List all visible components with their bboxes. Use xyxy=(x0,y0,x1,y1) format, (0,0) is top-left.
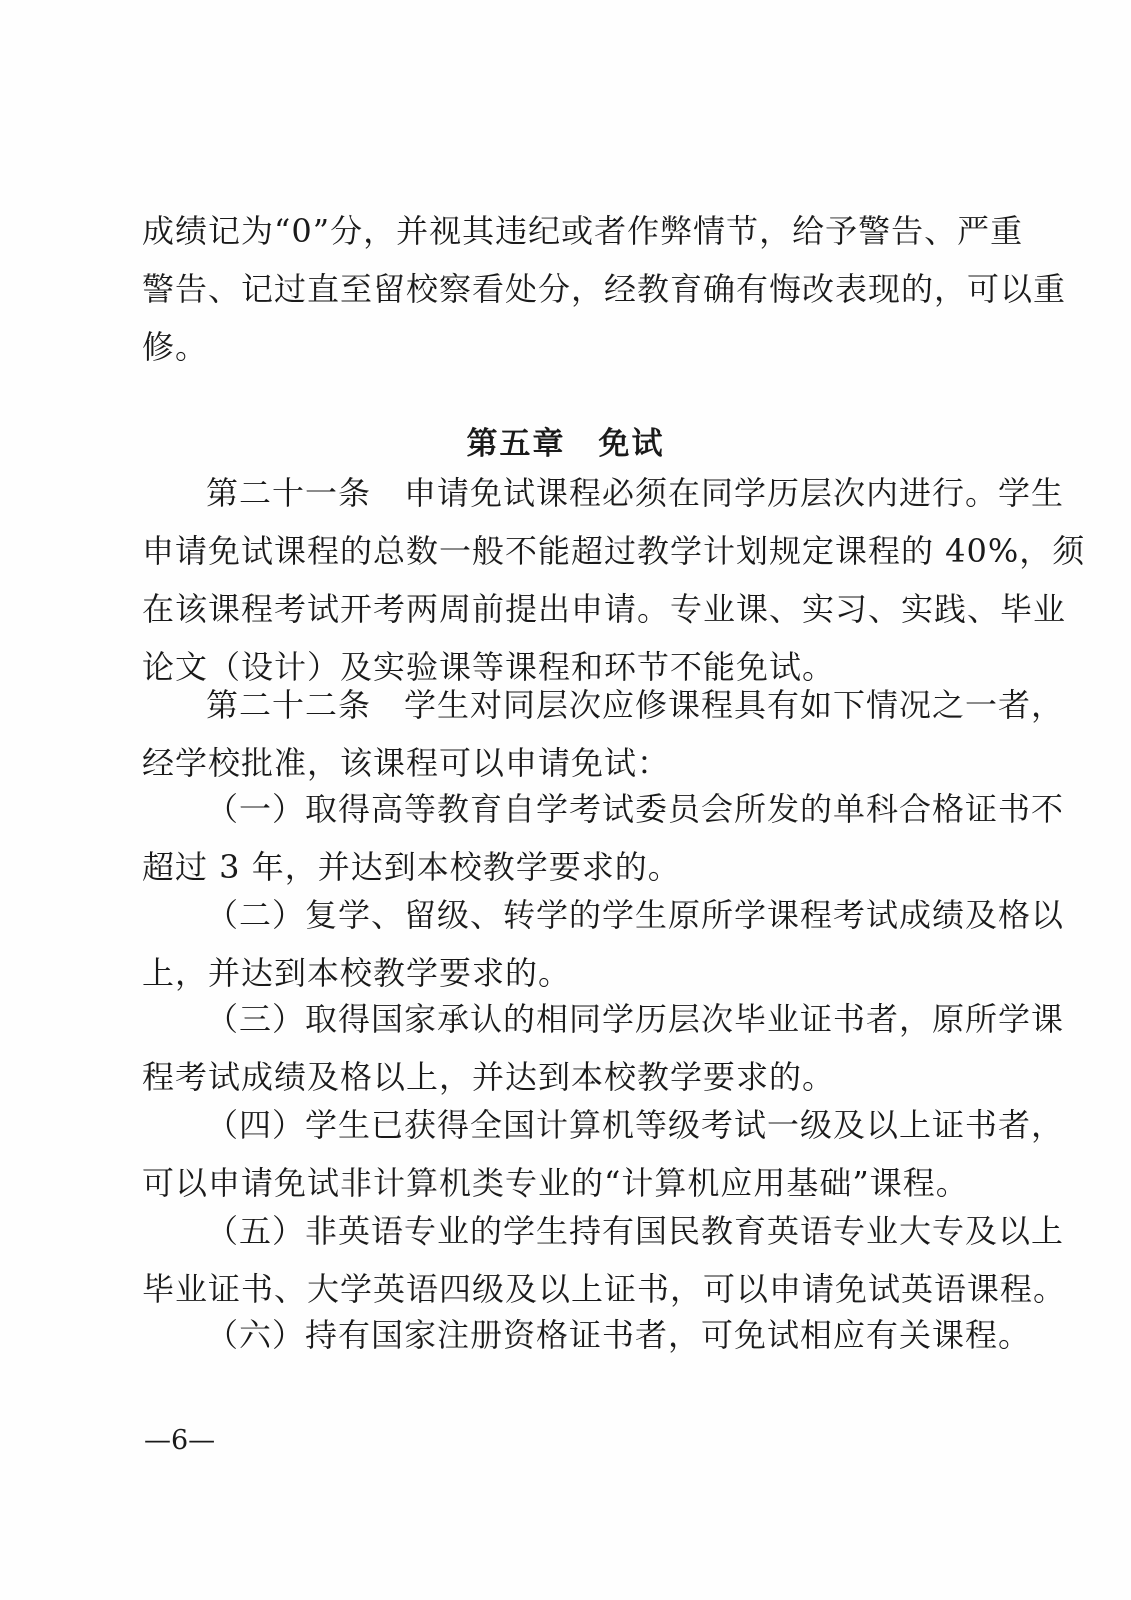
item-3 xyxy=(142,990,1065,1106)
item-1 xyxy=(142,780,1065,896)
paragraph-line: 在该课程考试开考两周前提出申请。专业课、实习、实践、毕业 xyxy=(142,590,1067,628)
item-5 xyxy=(142,1202,1067,1318)
list-item-line: （二）复学、留级、转学的学生原所学课程考试成绩及格以 xyxy=(206,896,1065,934)
list-item-line: （三）取得国家承认的相同学历层次毕业证书者，原所学课 xyxy=(206,1000,1065,1038)
list-item-line: （六）持有国家注册资格证书者，可免试相应有关课程。 xyxy=(206,1316,1032,1354)
chapter-title: 第五章 免试 xyxy=(466,426,665,462)
paragraph-line: 申请免试课程的总数一般不能超过教学计划规定课程的 40%，须 xyxy=(142,532,1086,570)
article-22 xyxy=(142,676,1065,792)
item-6 xyxy=(142,1306,1032,1364)
paragraph-line: 警告、记过直至留校察看处分，经教育确有悔改表现的，可以重 xyxy=(142,270,1067,308)
list-item-line: 可以申请免试非计算机类专业的“计算机应用基础”课程。 xyxy=(142,1164,969,1202)
paragraph-line: 第二十二条 学生对同层次应修课程具有如下情况之一者， xyxy=(206,686,1065,724)
item-4 xyxy=(142,1096,1065,1212)
list-item-line: （四）学生已获得全国计算机等级考试一级及以上证书者， xyxy=(206,1106,1065,1144)
paragraph-line: 经学校批准，该课程可以申请免试： xyxy=(142,744,671,782)
intro-paragraph xyxy=(142,202,1067,376)
list-item-line: 上，并达到本校教学要求的。 xyxy=(142,954,572,992)
paragraph-line: 修。 xyxy=(142,328,209,366)
list-item-line: （五）非英语专业的学生持有国民教育英语专业大专及以上 xyxy=(206,1212,1065,1250)
list-item-line: 超过 3 年，并达到本校教学要求的。 xyxy=(142,848,681,886)
item-2 xyxy=(142,886,1065,1002)
paragraph-line: 第二十一条 申请免试课程必须在同学历层次内进行。学生 xyxy=(206,474,1065,512)
list-item-line: （一）取得高等教育自学考试委员会所发的单科合格证书不 xyxy=(206,790,1065,828)
article-21 xyxy=(142,464,1086,696)
list-item-line: 毕业证书、大学英语四级及以上证书，可以申请免试英语课程。 xyxy=(142,1270,1067,1308)
paragraph-line: 成绩记为“0”分，并视其违纪或者作弊情节，给予警告、严重 xyxy=(142,212,1024,250)
list-item-line: 程考试成绩及格以上，并达到本校教学要求的。 xyxy=(142,1058,836,1096)
page-number: —6— xyxy=(144,1425,216,1456)
paragraph-line: 论文（设计）及实验课等课程和环节不能免试。 xyxy=(142,648,836,686)
